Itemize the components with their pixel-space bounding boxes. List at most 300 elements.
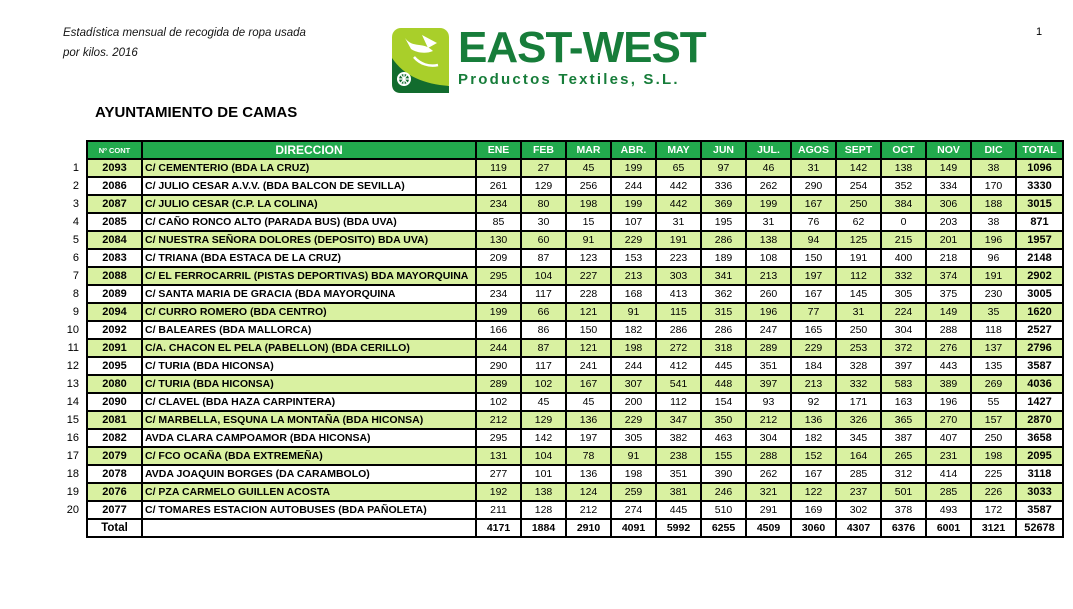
month-value-cell: 102 bbox=[521, 375, 566, 393]
month-value-cell: 188 bbox=[971, 195, 1016, 213]
container-number-cell: 2092 bbox=[87, 321, 142, 339]
container-number-cell: 2095 bbox=[87, 357, 142, 375]
month-value-cell: 231 bbox=[926, 447, 971, 465]
month-value-cell: 244 bbox=[611, 357, 656, 375]
month-value-cell: 129 bbox=[521, 177, 566, 195]
table-row bbox=[63, 465, 1063, 483]
month-value-cell: 290 bbox=[791, 177, 836, 195]
month-value-cell: 260 bbox=[746, 285, 791, 303]
table-row bbox=[63, 285, 1063, 303]
month-value-cell: 153 bbox=[611, 249, 656, 267]
month-value-cell: 269 bbox=[971, 375, 1016, 393]
table-row bbox=[63, 213, 1063, 231]
total-direccion-empty-cell bbox=[142, 519, 476, 537]
table-row bbox=[63, 195, 1063, 213]
month-value-cell: 198 bbox=[611, 339, 656, 357]
month-value-cell: 223 bbox=[656, 249, 701, 267]
row-total-cell: 3587 bbox=[1016, 357, 1063, 375]
month-value-cell: 94 bbox=[791, 231, 836, 249]
month-total-cell: 6255 bbox=[701, 519, 746, 537]
month-total-cell: 6376 bbox=[881, 519, 926, 537]
month-value-cell: 218 bbox=[926, 249, 971, 267]
container-number-cell: 2094 bbox=[87, 303, 142, 321]
direccion-cell: C/ NUESTRA SEÑORA DOLORES (DEPOSITO) BDA UVA) bbox=[142, 231, 476, 249]
month-value-cell: 341 bbox=[701, 267, 746, 285]
month-value-cell: 182 bbox=[791, 429, 836, 447]
header-gutter bbox=[63, 141, 87, 159]
note-line-1: Estadística mensual de recogida de ropa usada bbox=[63, 27, 306, 39]
col-header: TOTAL bbox=[1016, 141, 1063, 159]
month-value-cell: 541 bbox=[656, 375, 701, 393]
month-value-cell: 400 bbox=[881, 249, 926, 267]
direccion-cell: C/A. CHACON EL PELA (PABELLON) (BDA CERILLO) bbox=[142, 339, 476, 357]
month-value-cell: 142 bbox=[521, 429, 566, 447]
month-value-cell: 213 bbox=[611, 267, 656, 285]
month-value-cell: 191 bbox=[836, 249, 881, 267]
month-value-cell: 191 bbox=[656, 231, 701, 249]
month-value-cell: 321 bbox=[746, 483, 791, 501]
month-value-cell: 182 bbox=[611, 321, 656, 339]
month-value-cell: 212 bbox=[746, 411, 791, 429]
month-value-cell: 229 bbox=[611, 411, 656, 429]
direccion-cell: C/ BALEARES (BDA MALLORCA) bbox=[142, 321, 476, 339]
month-value-cell: 167 bbox=[791, 465, 836, 483]
table-row bbox=[63, 447, 1063, 465]
month-value-cell: 15 bbox=[566, 213, 611, 231]
month-value-cell: 200 bbox=[611, 393, 656, 411]
month-value-cell: 76 bbox=[791, 213, 836, 231]
month-value-cell: 130 bbox=[476, 231, 521, 249]
month-value-cell: 289 bbox=[476, 375, 521, 393]
month-value-cell: 138 bbox=[881, 159, 926, 177]
month-value-cell: 60 bbox=[521, 231, 566, 249]
month-value-cell: 372 bbox=[881, 339, 926, 357]
note-line-2: por kilos. 2016 bbox=[63, 46, 138, 59]
month-value-cell: 115 bbox=[656, 303, 701, 321]
month-value-cell: 31 bbox=[836, 303, 881, 321]
month-value-cell: 347 bbox=[656, 411, 701, 429]
month-value-cell: 315 bbox=[701, 303, 746, 321]
month-value-cell: 197 bbox=[566, 429, 611, 447]
month-value-cell: 215 bbox=[881, 231, 926, 249]
month-value-cell: 117 bbox=[521, 285, 566, 303]
month-value-cell: 238 bbox=[656, 447, 701, 465]
month-value-cell: 149 bbox=[926, 303, 971, 321]
month-value-cell: 254 bbox=[836, 177, 881, 195]
month-value-cell: 250 bbox=[836, 321, 881, 339]
container-number-cell: 2083 bbox=[87, 249, 142, 267]
month-value-cell: 212 bbox=[476, 411, 521, 429]
month-value-cell: 211 bbox=[476, 501, 521, 519]
month-value-cell: 201 bbox=[926, 231, 971, 249]
row-total-cell: 2870 bbox=[1016, 411, 1063, 429]
container-number-cell: 2086 bbox=[87, 177, 142, 195]
row-total-cell: 1096 bbox=[1016, 159, 1063, 177]
month-value-cell: 381 bbox=[656, 483, 701, 501]
month-value-cell: 164 bbox=[836, 447, 881, 465]
month-value-cell: 351 bbox=[656, 465, 701, 483]
page-title: AYUNTAMIENTO DE CAMAS bbox=[95, 104, 298, 121]
month-value-cell: 234 bbox=[476, 285, 521, 303]
container-number-cell: 2079 bbox=[87, 447, 142, 465]
month-value-cell: 463 bbox=[701, 429, 746, 447]
month-value-cell: 304 bbox=[881, 321, 926, 339]
month-value-cell: 125 bbox=[836, 231, 881, 249]
month-value-cell: 138 bbox=[746, 231, 791, 249]
table-header bbox=[63, 141, 1063, 159]
month-value-cell: 138 bbox=[521, 483, 566, 501]
month-value-cell: 93 bbox=[746, 393, 791, 411]
container-number-cell: 2077 bbox=[87, 501, 142, 519]
month-value-cell: 31 bbox=[656, 213, 701, 231]
month-value-cell: 265 bbox=[881, 447, 926, 465]
stats-table bbox=[63, 140, 1064, 538]
month-value-cell: 136 bbox=[566, 411, 611, 429]
month-value-cell: 397 bbox=[881, 357, 926, 375]
row-total-cell: 3033 bbox=[1016, 483, 1063, 501]
table-row bbox=[63, 231, 1063, 249]
container-number-cell: 2082 bbox=[87, 429, 142, 447]
month-value-cell: 286 bbox=[701, 321, 746, 339]
direccion-cell: C/ CURRO ROMERO (BDA CENTRO) bbox=[142, 303, 476, 321]
row-number: 6 bbox=[72, 252, 79, 264]
month-value-cell: 117 bbox=[521, 357, 566, 375]
company-logo bbox=[392, 23, 706, 93]
month-value-cell: 407 bbox=[926, 429, 971, 447]
month-value-cell: 286 bbox=[701, 231, 746, 249]
row-total-cell: 3118 bbox=[1016, 465, 1063, 483]
month-value-cell: 306 bbox=[926, 195, 971, 213]
month-value-cell: 85 bbox=[476, 213, 521, 231]
month-total-cell: 4091 bbox=[611, 519, 656, 537]
month-value-cell: 250 bbox=[836, 195, 881, 213]
month-total-cell: 5992 bbox=[656, 519, 701, 537]
table-row bbox=[63, 483, 1063, 501]
month-value-cell: 225 bbox=[971, 465, 1016, 483]
month-value-cell: 295 bbox=[476, 267, 521, 285]
month-value-cell: 168 bbox=[611, 285, 656, 303]
month-value-cell: 229 bbox=[611, 231, 656, 249]
month-value-cell: 192 bbox=[476, 483, 521, 501]
month-value-cell: 226 bbox=[971, 483, 1016, 501]
month-value-cell: 384 bbox=[881, 195, 926, 213]
month-value-cell: 170 bbox=[971, 177, 1016, 195]
month-value-cell: 38 bbox=[971, 213, 1016, 231]
month-value-cell: 412 bbox=[656, 357, 701, 375]
row-number: 2 bbox=[72, 180, 79, 192]
month-value-cell: 154 bbox=[701, 393, 746, 411]
month-value-cell: 246 bbox=[701, 483, 746, 501]
month-value-cell: 0 bbox=[881, 213, 926, 231]
month-value-cell: 442 bbox=[656, 177, 701, 195]
month-value-cell: 413 bbox=[656, 285, 701, 303]
row-number: 14 bbox=[66, 396, 79, 408]
col-header: FEB bbox=[521, 141, 566, 159]
container-number-cell: 2081 bbox=[87, 411, 142, 429]
month-value-cell: 375 bbox=[926, 285, 971, 303]
month-value-cell: 197 bbox=[791, 267, 836, 285]
month-value-cell: 285 bbox=[836, 465, 881, 483]
month-total-cell: 4509 bbox=[746, 519, 791, 537]
month-value-cell: 184 bbox=[791, 357, 836, 375]
row-total-cell: 2527 bbox=[1016, 321, 1063, 339]
row-total-cell: 3330 bbox=[1016, 177, 1063, 195]
month-value-cell: 38 bbox=[971, 159, 1016, 177]
direccion-cell: C/ JULIO CESAR A.V.V. (BDA BALCON DE SEVILLA) bbox=[142, 177, 476, 195]
month-total-cell: 3060 bbox=[791, 519, 836, 537]
month-value-cell: 336 bbox=[701, 177, 746, 195]
direccion-cell: AVDA CLARA CAMPOAMOR (BDA HICONSA) bbox=[142, 429, 476, 447]
row-total-cell: 1957 bbox=[1016, 231, 1063, 249]
month-value-cell: 247 bbox=[746, 321, 791, 339]
month-value-cell: 196 bbox=[926, 393, 971, 411]
month-value-cell: 131 bbox=[476, 447, 521, 465]
month-value-cell: 87 bbox=[521, 339, 566, 357]
month-value-cell: 196 bbox=[971, 231, 1016, 249]
month-value-cell: 198 bbox=[611, 465, 656, 483]
month-value-cell: 92 bbox=[791, 393, 836, 411]
logo-name: EAST-WEST bbox=[458, 23, 706, 72]
row-number: 4 bbox=[72, 216, 79, 228]
row-number: 1 bbox=[72, 162, 79, 174]
report-note bbox=[63, 24, 306, 63]
month-value-cell: 241 bbox=[566, 357, 611, 375]
month-value-cell: 253 bbox=[836, 339, 881, 357]
month-value-cell: 196 bbox=[746, 303, 791, 321]
month-value-cell: 27 bbox=[521, 159, 566, 177]
month-value-cell: 350 bbox=[701, 411, 746, 429]
table-row bbox=[63, 339, 1063, 357]
month-value-cell: 91 bbox=[566, 231, 611, 249]
month-value-cell: 305 bbox=[611, 429, 656, 447]
logo-subtitle: Productos Textiles, S.L. bbox=[458, 71, 680, 89]
month-value-cell: 124 bbox=[566, 483, 611, 501]
month-value-cell: 328 bbox=[836, 357, 881, 375]
month-value-cell: 167 bbox=[791, 285, 836, 303]
month-value-cell: 199 bbox=[611, 159, 656, 177]
row-total-cell: 3587 bbox=[1016, 501, 1063, 519]
month-value-cell: 96 bbox=[971, 249, 1016, 267]
month-value-cell: 291 bbox=[746, 501, 791, 519]
col-header: AGOS bbox=[791, 141, 836, 159]
month-value-cell: 228 bbox=[566, 285, 611, 303]
month-value-cell: 261 bbox=[476, 177, 521, 195]
month-value-cell: 136 bbox=[566, 465, 611, 483]
month-value-cell: 250 bbox=[971, 429, 1016, 447]
month-value-cell: 119 bbox=[476, 159, 521, 177]
month-value-cell: 87 bbox=[521, 249, 566, 267]
month-value-cell: 445 bbox=[656, 501, 701, 519]
container-number-cell: 2090 bbox=[87, 393, 142, 411]
row-number: 3 bbox=[72, 198, 79, 210]
month-value-cell: 326 bbox=[836, 411, 881, 429]
table-row bbox=[63, 393, 1063, 411]
month-value-cell: 167 bbox=[791, 195, 836, 213]
month-value-cell: 163 bbox=[881, 393, 926, 411]
row-number: 7 bbox=[72, 270, 79, 282]
row-total-cell: 871 bbox=[1016, 213, 1063, 231]
month-value-cell: 142 bbox=[836, 159, 881, 177]
month-value-cell: 65 bbox=[656, 159, 701, 177]
month-value-cell: 414 bbox=[926, 465, 971, 483]
container-number-cell: 2087 bbox=[87, 195, 142, 213]
month-value-cell: 203 bbox=[926, 213, 971, 231]
row-number: 11 bbox=[67, 342, 79, 354]
direccion-cell: C/ TOMARES ESTACION AUTOBUSES (BDA PAÑOLETA) bbox=[142, 501, 476, 519]
col-header: SEPT bbox=[836, 141, 881, 159]
month-value-cell: 199 bbox=[476, 303, 521, 321]
month-value-cell: 244 bbox=[476, 339, 521, 357]
month-value-cell: 86 bbox=[521, 321, 566, 339]
row-total-cell: 2796 bbox=[1016, 339, 1063, 357]
logo-text bbox=[458, 23, 706, 89]
col-header: ENE bbox=[476, 141, 521, 159]
month-value-cell: 352 bbox=[881, 177, 926, 195]
month-value-cell: 152 bbox=[791, 447, 836, 465]
month-value-cell: 304 bbox=[746, 429, 791, 447]
direccion-cell: C/ JULIO CESAR (C.P. LA COLINA) bbox=[142, 195, 476, 213]
month-value-cell: 129 bbox=[521, 411, 566, 429]
month-value-cell: 270 bbox=[926, 411, 971, 429]
month-value-cell: 332 bbox=[881, 267, 926, 285]
table-body bbox=[63, 159, 1063, 537]
month-value-cell: 583 bbox=[881, 375, 926, 393]
month-value-cell: 227 bbox=[566, 267, 611, 285]
row-number: 13 bbox=[66, 378, 79, 390]
month-value-cell: 121 bbox=[566, 339, 611, 357]
month-value-cell: 45 bbox=[566, 159, 611, 177]
month-value-cell: 167 bbox=[566, 375, 611, 393]
month-value-cell: 277 bbox=[476, 465, 521, 483]
month-value-cell: 78 bbox=[566, 447, 611, 465]
month-value-cell: 145 bbox=[836, 285, 881, 303]
month-value-cell: 345 bbox=[836, 429, 881, 447]
month-value-cell: 295 bbox=[476, 429, 521, 447]
month-value-cell: 136 bbox=[791, 411, 836, 429]
row-number: 18 bbox=[66, 468, 79, 480]
col-header: MAR bbox=[566, 141, 611, 159]
direccion-cell: C/ TURIA (BDA HICONSA) bbox=[142, 357, 476, 375]
month-value-cell: 45 bbox=[566, 393, 611, 411]
container-number-cell: 2093 bbox=[87, 159, 142, 177]
container-number-cell: 2076 bbox=[87, 483, 142, 501]
month-value-cell: 448 bbox=[701, 375, 746, 393]
month-value-cell: 149 bbox=[926, 159, 971, 177]
month-value-cell: 351 bbox=[746, 357, 791, 375]
table-row bbox=[63, 411, 1063, 429]
month-value-cell: 101 bbox=[521, 465, 566, 483]
table-row bbox=[63, 501, 1063, 519]
month-value-cell: 91 bbox=[611, 303, 656, 321]
table-row bbox=[63, 303, 1063, 321]
month-total-cell: 2910 bbox=[566, 519, 611, 537]
total-row bbox=[63, 519, 1063, 537]
month-value-cell: 45 bbox=[521, 393, 566, 411]
month-value-cell: 118 bbox=[971, 321, 1016, 339]
month-value-cell: 288 bbox=[926, 321, 971, 339]
month-value-cell: 172 bbox=[971, 501, 1016, 519]
table-row bbox=[63, 357, 1063, 375]
direccion-cell: C/ EL FERROCARRIL (PISTAS DEPORTIVAS) BDA MAYORQUINA bbox=[142, 267, 476, 285]
month-value-cell: 35 bbox=[971, 303, 1016, 321]
direccion-cell: C/ SANTA MARIA DE GRACIA (BDA MAYORQUINA bbox=[142, 285, 476, 303]
month-value-cell: 445 bbox=[701, 357, 746, 375]
month-value-cell: 97 bbox=[701, 159, 746, 177]
month-value-cell: 150 bbox=[791, 249, 836, 267]
month-value-cell: 230 bbox=[971, 285, 1016, 303]
month-value-cell: 276 bbox=[926, 339, 971, 357]
month-value-cell: 108 bbox=[746, 249, 791, 267]
month-value-cell: 303 bbox=[656, 267, 701, 285]
month-value-cell: 305 bbox=[881, 285, 926, 303]
total-label-cell: Total bbox=[87, 519, 142, 537]
col-header: OCT bbox=[881, 141, 926, 159]
month-value-cell: 387 bbox=[881, 429, 926, 447]
table-row bbox=[63, 375, 1063, 393]
month-value-cell: 213 bbox=[791, 375, 836, 393]
month-value-cell: 332 bbox=[836, 375, 881, 393]
container-number-cell: 2091 bbox=[87, 339, 142, 357]
header-row bbox=[63, 141, 1063, 159]
month-value-cell: 199 bbox=[611, 195, 656, 213]
month-value-cell: 212 bbox=[566, 501, 611, 519]
col-header: ABR. bbox=[611, 141, 656, 159]
month-value-cell: 272 bbox=[656, 339, 701, 357]
row-total-cell: 2095 bbox=[1016, 447, 1063, 465]
table-row bbox=[63, 267, 1063, 285]
container-number-cell: 2084 bbox=[87, 231, 142, 249]
month-value-cell: 165 bbox=[791, 321, 836, 339]
month-value-cell: 286 bbox=[656, 321, 701, 339]
direccion-cell: C/ TURIA (BDA HICONSA) bbox=[142, 375, 476, 393]
month-value-cell: 390 bbox=[701, 465, 746, 483]
page-number: 1 bbox=[1036, 26, 1043, 38]
month-value-cell: 256 bbox=[566, 177, 611, 195]
month-value-cell: 62 bbox=[836, 213, 881, 231]
direccion-cell: C/ CAÑO RONCO ALTO (PARADA BUS) (BDA UVA) bbox=[142, 213, 476, 231]
month-value-cell: 102 bbox=[476, 393, 521, 411]
container-number-cell: 2080 bbox=[87, 375, 142, 393]
table-row bbox=[63, 249, 1063, 267]
month-value-cell: 334 bbox=[926, 177, 971, 195]
month-value-cell: 290 bbox=[476, 357, 521, 375]
month-value-cell: 374 bbox=[926, 267, 971, 285]
month-value-cell: 302 bbox=[836, 501, 881, 519]
direccion-cell: C/ FCO OCAÑA (BDA EXTREMEÑA) bbox=[142, 447, 476, 465]
row-number: 5 bbox=[72, 234, 79, 246]
month-total-cell: 4171 bbox=[476, 519, 521, 537]
month-value-cell: 501 bbox=[881, 483, 926, 501]
direccion-cell: C/ TRIANA (BDA ESTACA DE LA CRUZ) bbox=[142, 249, 476, 267]
container-number-cell: 2078 bbox=[87, 465, 142, 483]
col-header: MAY bbox=[656, 141, 701, 159]
month-value-cell: 112 bbox=[836, 267, 881, 285]
month-value-cell: 150 bbox=[566, 321, 611, 339]
month-value-cell: 128 bbox=[521, 501, 566, 519]
row-number: 10 bbox=[66, 324, 79, 336]
month-value-cell: 155 bbox=[701, 447, 746, 465]
month-value-cell: 199 bbox=[746, 195, 791, 213]
month-value-cell: 31 bbox=[746, 213, 791, 231]
col-header: DIRECCION bbox=[142, 141, 476, 159]
direccion-cell: C/ CEMENTERIO (BDA LA CRUZ) bbox=[142, 159, 476, 177]
month-value-cell: 107 bbox=[611, 213, 656, 231]
table-row bbox=[63, 429, 1063, 447]
table-row bbox=[63, 177, 1063, 195]
month-value-cell: 382 bbox=[656, 429, 701, 447]
month-value-cell: 198 bbox=[566, 195, 611, 213]
month-value-cell: 112 bbox=[656, 393, 701, 411]
